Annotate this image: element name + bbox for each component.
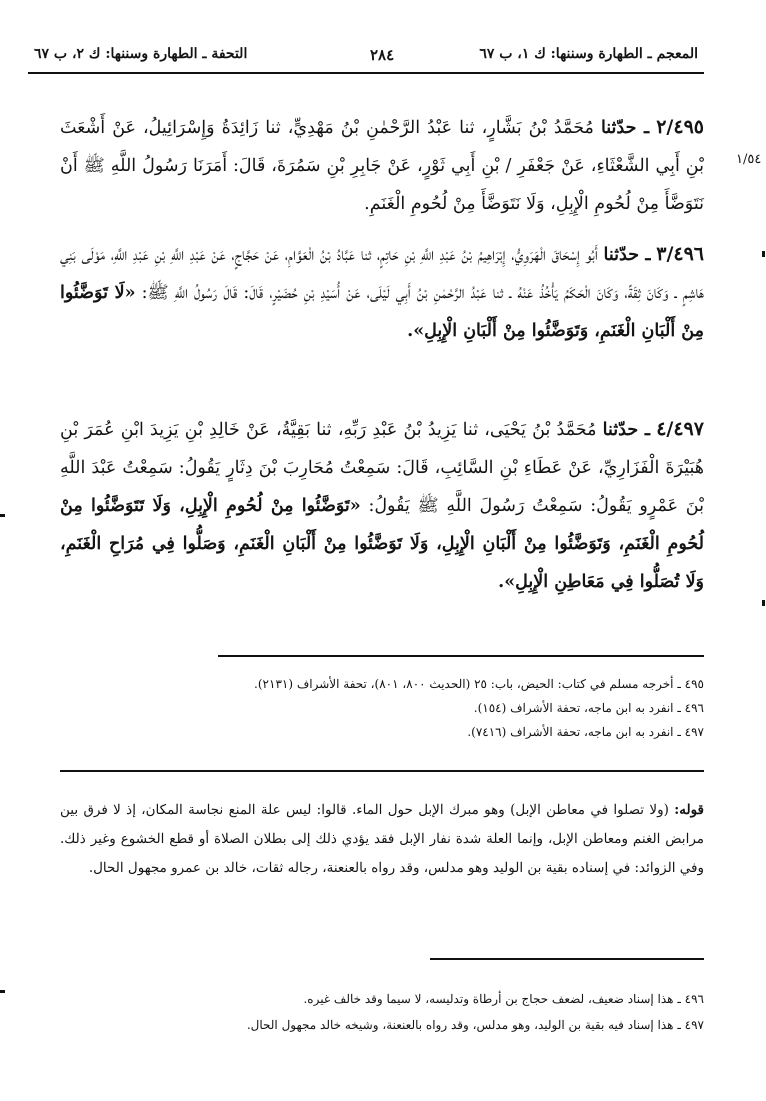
footnote-separator	[218, 655, 704, 657]
commentary-separator	[60, 770, 704, 772]
zawaid-note: ٤٩٦ ـ هذا إسناد ضعيف، لضعف حجاج بن أرطاة وتدليسه، لا سيما وقد خالف غيره.	[303, 992, 704, 1006]
hadith-number: ٤/٤٩٧	[656, 418, 704, 440]
scan-mark	[0, 514, 5, 517]
footnote: ٤٩٥ ـ أخرجه مسلم في كتاب: الحيض، باب: ٢٥ (الحديث ٨٠٠، ٨٠١)، تحفة الأشراف (٢١٣١).	[254, 677, 704, 691]
zawaid-notes	[60, 986, 704, 1038]
haddathana-label: حدّثنا	[603, 245, 640, 265]
margin-volume-note: ١/٥٤	[736, 152, 762, 167]
zawaid-note: ٤٩٧ ـ هذا إسناد فيه بقية بن الوليد، وهو مدلس، وقد رواه بالعنعنة، وشيخه خالد مجهول الحال.	[246, 1018, 704, 1032]
hadith-495: ٢/٤٩٥ ـ حدّثنا مُحَمَّدُ بْنُ بَشَّارٍ، ثنا عَبْدُ الرَّحْمٰنِ بْنُ مَهْدِيٍّ، ثنا زَائِدَةُ وَإِسْرَائِيلُ، عَنْ أَشْعَثَ بْنِ أَبِي الشَّعْثَاءِ، عَنْ جَعْفَرِ / بْنِ أَبِي ثَوْرٍ، عَنْ جَابِرِ بْنِ سَمُرَةَ، قَالَ: أَمَرَنَا رَسُولُ اللَّهِ ﷺ أَنْ نَتَوَضَّأَ مِنْ لُحُومِ الْإِبِلِ، وَلَا نَتَوَضَّأَ مِنْ لُحُومِ الْغَنَمِ.	[60, 116, 704, 214]
hadith-text: مُحَمَّدُ بْنُ بَشَّارٍ، ثنا عَبْدُ الرَّحْمٰنِ بْنُ مَهْدِيٍّ، ثنا زَائِدَةُ وَإِسْرَائِيلُ، عَنْ أَشْعَثَ بْنِ أَبِي الشَّعْثَاءِ، عَنْ جَعْفَرِ / بْنِ أَبِي ثَوْرٍ، عَنْ جَابِرِ بْنِ سَمُرَةَ، قَالَ: أَمَرَنَا رَسُولُ اللَّهِ ﷺ أَنْ نَتَوَضَّأَ مِنْ لُحُومِ الْإِبِلِ، وَلَا نَتَوَضَّأَ مِنْ لُحُومِ الْغَنَمِ.	[60, 118, 704, 214]
prophetic-saying: «تَوَضَّئُوا مِنْ لُحُومِ الْإِبِلِ، وَلَا تَتَوَضَّئُوا مِنْ لُحُومِ الْغَنَمِ، وَتَوَضَّئُوا مِنْ أَلْبَانِ الْإِبِلِ، وَلَا تَوَضَّئُوا مِنْ أَلْبَانِ الْغَنَمِ، وَصَلُّوا فِي مُرَاحِ الْغَنَمِ، وَلَا تُصَلُّوا فِي مَعَاطِنِ الْإِبِلِ».	[60, 496, 704, 592]
commentary	[60, 796, 704, 883]
page-number: ٢٨٤	[370, 46, 395, 64]
header-right-reference: المعجم ـ الطهارة وسننها: ك ١، ب ٦٧	[479, 46, 698, 62]
footnote: ٤٩٧ ـ انفرد به ابن ماجه، تحفة الأشراف (٧٤١٦).	[467, 725, 704, 739]
scan-mark	[0, 990, 5, 993]
hadith-497: ٤/٤٩٧ ـ حدّثنا مُحَمَّدُ بْنُ يَحْيَى، ثنا يَزِيدُ بْنُ عَبْدِ رَبِّهِ، ثنا بَقِيَّةُ، عَنْ خَالِدِ بْنِ يَزِيدَ ابْنِ عُمَرَ بْنِ هُبَيْرَةَ الْفَزَارِيِّ، عَنْ عَطَاءِ بْنِ السَّائِبِ، قَالَ: سَمِعْتُ مُحَارِبَ بْنَ دِثَارٍ يَقُولُ: سَمِعْتُ عَبْدَ اللَّهِ بْنَ عَمْرٍو يَقُولُ: سَمِعْتُ رَسُولَ اللَّهِ ﷺ يَقُولُ: «تَوَضَّئُوا مِنْ لُحُومِ الْإِبِلِ، وَلَا تَتَوَضَّئُوا مِنْ لُحُومِ الْغَنَمِ، وَتَوَضَّئُوا مِنْ أَلْبَانِ الْإِبِلِ، وَلَا تَوَضَّئُوا مِنْ أَلْبَانِ الْغَنَمِ، وَصَلُّوا فِي مُرَاحِ الْغَنَمِ، وَلَا تُصَلُّوا فِي مَعَاطِنِ الْإِبِلِ».	[60, 418, 704, 592]
takhrij-footnotes	[60, 672, 704, 744]
header-rule	[28, 72, 704, 74]
haddathana-label: حدّثنا	[602, 420, 639, 440]
hadith-text: أَبُو إِسْحَاقَ الْهَرَوِيُّ، إِبْرَاهِيمُ بْنُ عَبْدِ اللَّهِ بْنِ حَاتِمٍ، ثنا عَبَّادُ بْنُ الْعَوَّامِ، عَنْ حَجَّاجٍ، عَنْ عَبْدِ اللَّهِ بْنِ عَبْدِ اللَّهِ، مَوْلَى بَنِي هَاشِمٍ ـ وَكَانَ ثِقَةً، وَكَانَ الْحَكَمُ يَأْخُذُ عَنْهُ ـ ثنا عَبْدُ الرَّحْمٰنِ بْنُ أَبِي لَيْلَى، عَنْ أُسَيْدِ بْنِ حُضَيْرٍ، قَالَ: قَالَ رَسُولُ اللَّهِ ﷺ:	[60, 245, 704, 303]
commentary-text: (ولا تصلوا في معاطن الإبل) وهو مبرك الإبل حول الماء. قالوا: ليس علة المنع نجاسة المكان، إذ لا فرق بين مرابض الغنم ومعاطن الإبل، وإنما العلة شدة نفار الإبل فقد يؤدي ذلك إلى بطلان الصلاة أو قطع الخشوع وغير ذلك. وفي الزوائد: في إسناده بقية بن الوليد وهو مدلس، وقد رواه بالعنعنة، رجاله ثقات، خالد بن عمرو مجهول الحال.	[60, 802, 704, 876]
hadith-number: ٢/٤٩٥	[656, 116, 704, 138]
scan-mark	[762, 251, 765, 257]
header-left-reference: التحفة ـ الطهارة وسننها: ك ٢، ب ٦٧	[34, 46, 248, 62]
commentary-label: قوله:	[674, 802, 704, 818]
hadith-text: مُحَمَّدُ بْنُ يَحْيَى، ثنا يَزِيدُ بْنُ عَبْدِ رَبِّهِ، ثنا بَقِيَّةُ، عَنْ خَالِدِ بْنِ يَزِيدَ ابْنِ عُمَرَ بْنِ هُبَيْرَةَ الْفَزَارِيِّ، عَنْ عَطَاءِ بْنِ السَّائِبِ، قَالَ: سَمِعْتُ مُحَارِبَ بْنَ دِثَارٍ يَقُولُ: سَمِعْتُ عَبْدَ اللَّهِ بْنَ عَمْرٍو يَقُولُ: سَمِعْتُ رَسُولَ اللَّهِ ﷺ يَقُولُ:	[60, 420, 704, 516]
hadith-496: ٣/٤٩٦ ـ حدّثنا أَبُو إِسْحَاقَ الْهَرَوِيُّ، إِبْرَاهِيمُ بْنُ عَبْدِ اللَّهِ بْنِ حَاتِمٍ، ثنا عَبَّادُ بْنُ الْعَوَّامِ، عَنْ حَجَّاجٍ، عَنْ عَبْدِ اللَّهِ بْنِ عَبْدِ اللَّهِ، مَوْلَى بَنِي هَاشِمٍ ـ وَكَانَ ثِقَةً، وَكَانَ الْحَكَمُ يَأْخُذُ عَنْهُ ـ ثنا عَبْدُ الرَّحْمٰنِ بْنُ أَبِي لَيْلَى، عَنْ أُسَيْدِ بْنِ حُضَيْرٍ، قَالَ: قَالَ رَسُولُ اللَّهِ ﷺ: «لَا تَوَضَّئُوا مِنْ أَلْبَانِ الْغَنَمِ، وَتَوَضَّئُوا مِنْ أَلْبَانِ الْإِبِلِ».	[60, 243, 704, 341]
hadith-number: ٣/٤٩٦	[656, 243, 704, 265]
haddathana-label: حدّثنا	[600, 118, 637, 138]
zawaid-separator	[430, 958, 704, 960]
footnote: ٤٩٦ ـ انفرد به ابن ماجه، تحفة الأشراف (١٥٤).	[473, 701, 704, 715]
prophetic-saying: «لَا تَوَضَّئُوا مِنْ أَلْبَانِ الْغَنَمِ، وَتَوَضَّئُوا مِنْ أَلْبَانِ الْإِبِلِ».	[60, 283, 704, 341]
scan-mark	[762, 600, 765, 606]
